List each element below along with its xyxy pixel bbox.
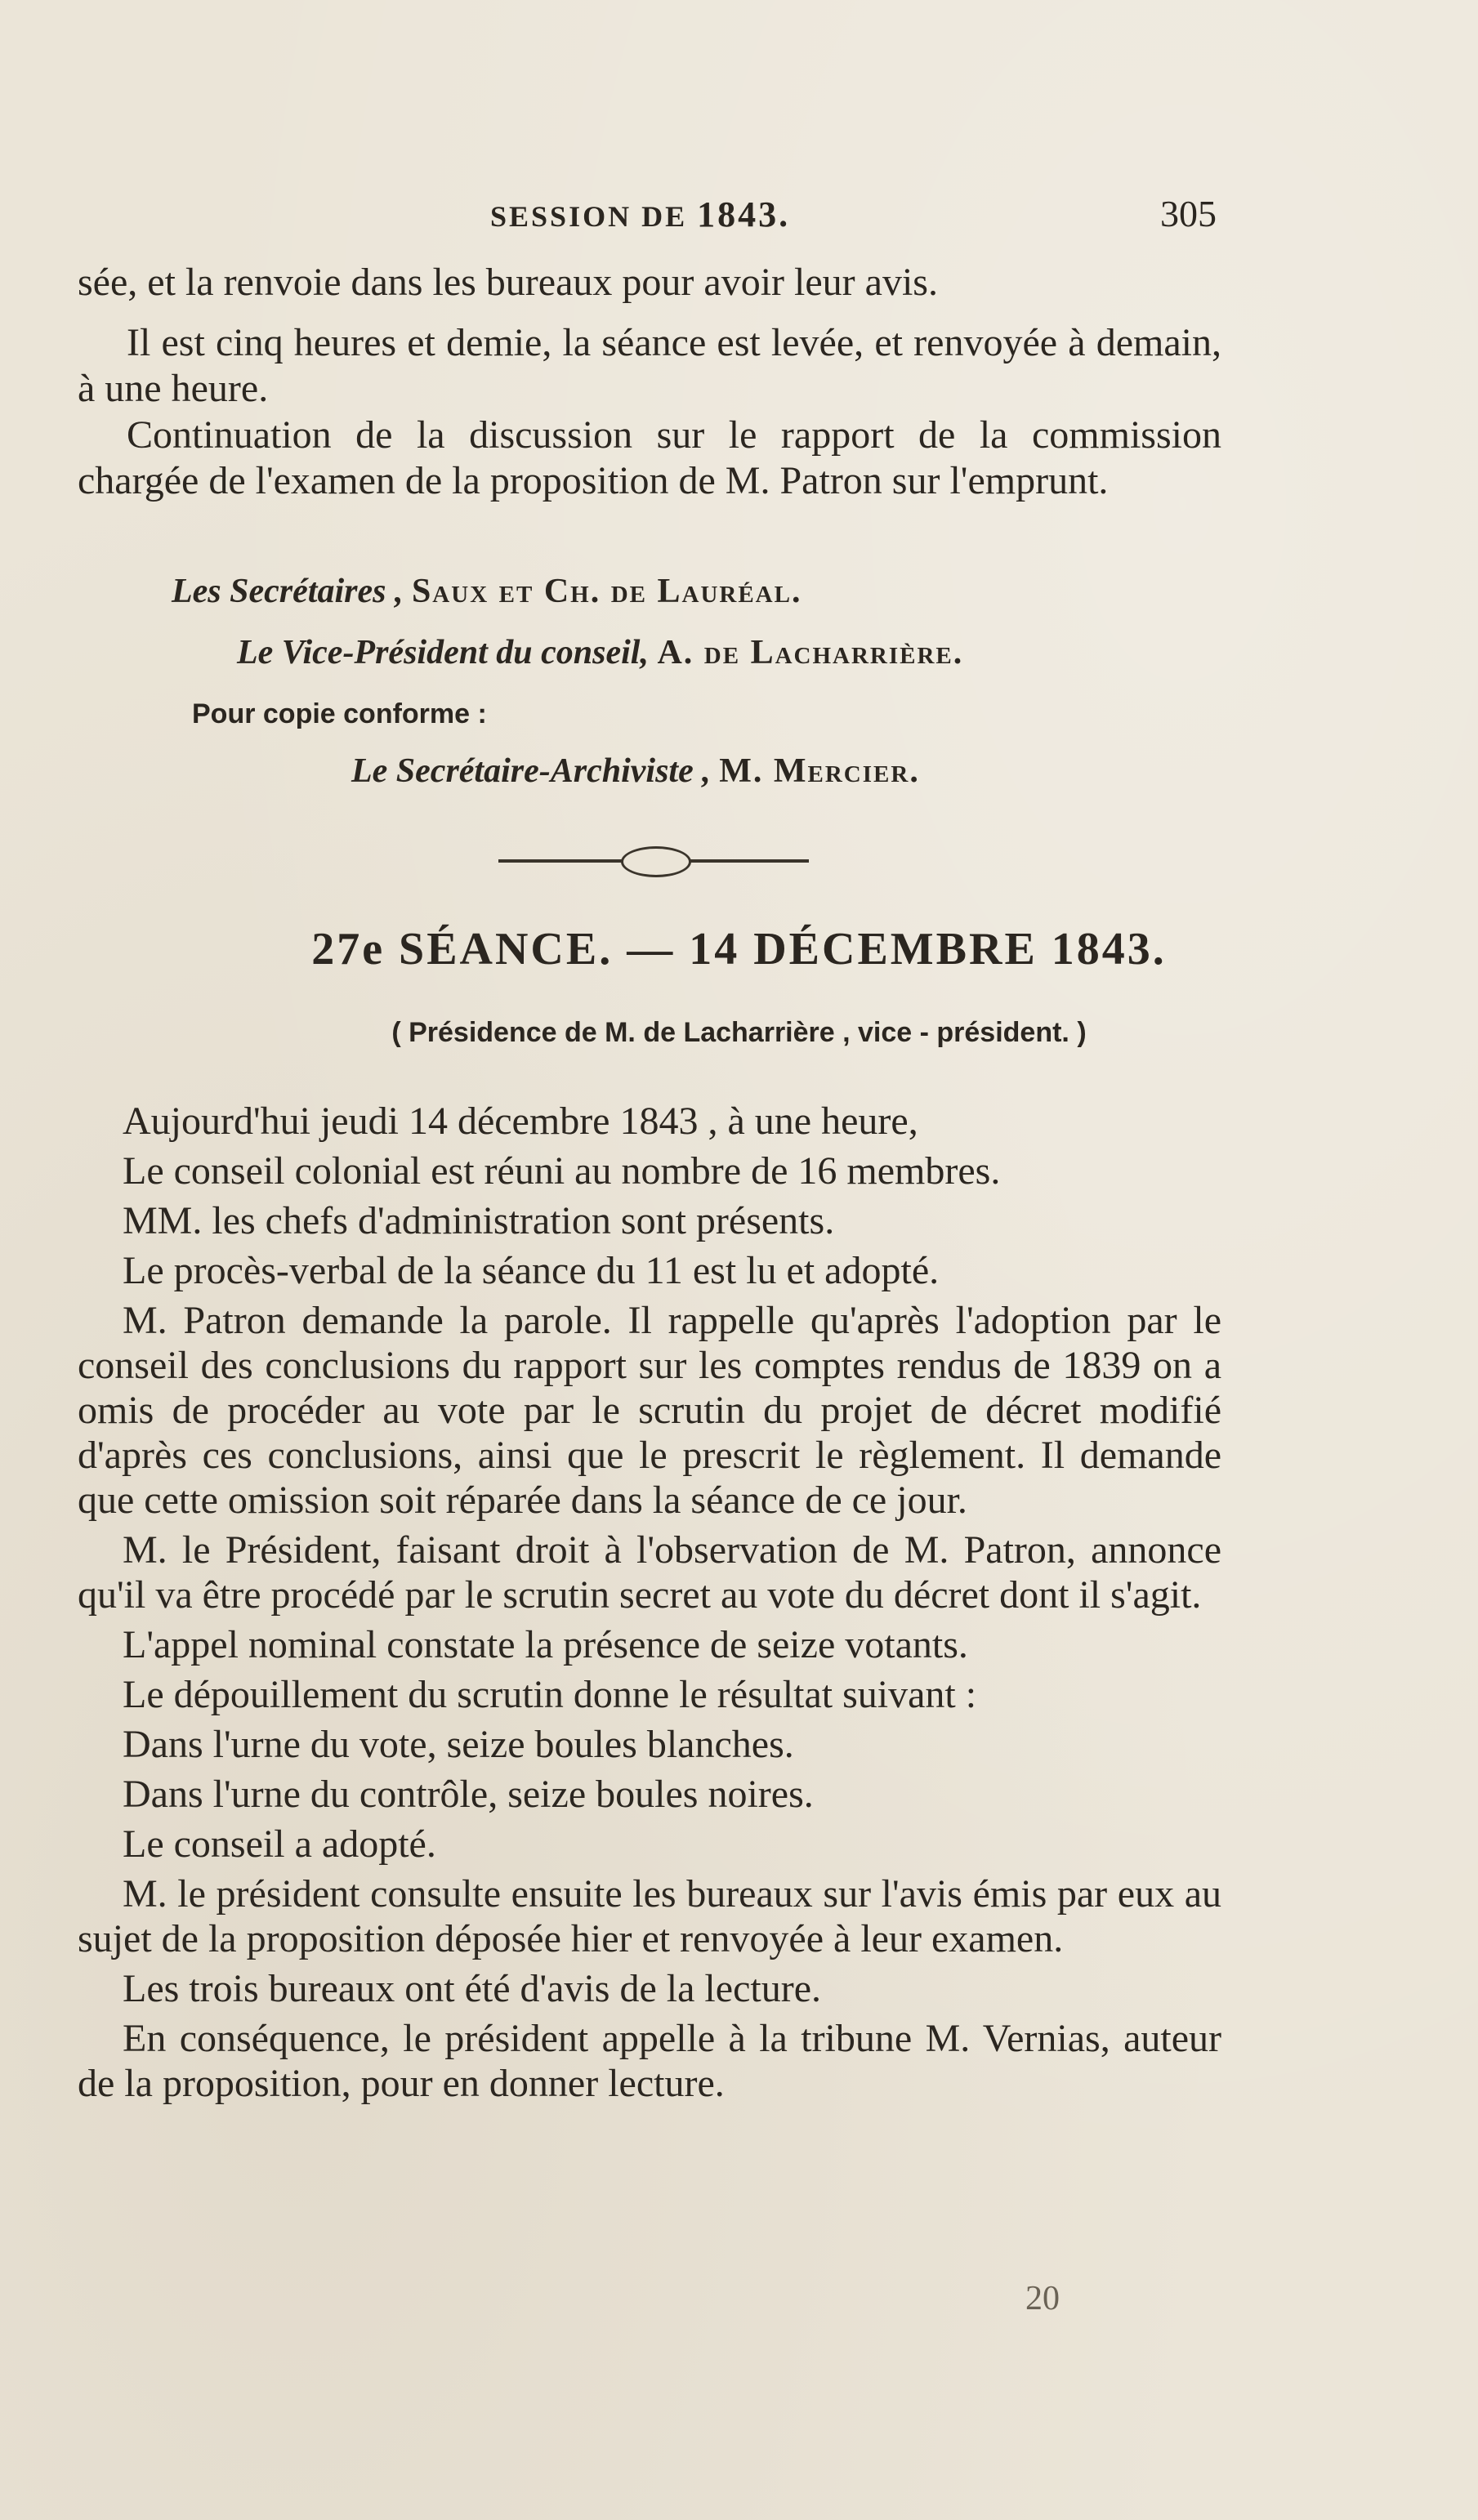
de-word: DE: [641, 200, 688, 233]
body-paragraph: M. le Président, faisant droit à l'observation de M. Patron, annonce qu'il va être procédé par le scrutin secret au vote du décret dont il s'agit.: [78, 1528, 1221, 1617]
adjournment-paragraph: Il est cinq heures et demie, la séance est levée, et renvoyée à demain, à une heure.: [78, 321, 1221, 410]
body-paragraph: Le conseil a adopté.: [123, 1822, 436, 1866]
continuation-paragraph: Continuation de la discussion sur le rapport de la commission chargée de l'examen de la proposition de M. Patron sur l'emprunt.: [78, 413, 1221, 502]
body-paragraph: M. le président consulte ensuite les bureaux sur l'avis émis par eux au sujet de la proposition déposée hier et renvoyée à leur examen.: [78, 1872, 1221, 1960]
body-paragraph: L'appel nominal constate la présence de seize votants.: [123, 1623, 968, 1666]
session-word: SESSION: [490, 200, 632, 233]
vice-president-signature: [237, 633, 963, 672]
body-paragraph: En conséquence, le président appelle à la tribune M. Vernias, auteur de la proposition, pour en donner lecture.: [78, 2017, 1221, 2105]
session-body: [78, 1099, 1221, 2111]
body-paragraph: Le procès-verbal de la séance du 11 est lu et adopté.: [123, 1249, 940, 1292]
header-year: 1843.: [697, 194, 791, 234]
archiviste-signature: [351, 752, 920, 791]
secretaires-title: Les Secrétaires ,: [172, 573, 404, 610]
running-header: [490, 192, 1217, 241]
body-paragraph: MM. les chefs d'administration sont présents.: [123, 1199, 835, 1242]
pour-copie-conforme: Pour copie conforme :: [192, 698, 487, 729]
secretaires-names: Saux et Ch. de Lauréal.: [411, 573, 802, 610]
vice-president-name: A. de Lacharrière.: [657, 634, 964, 671]
archiviste-title: Le Secrétaire-Archiviste ,: [351, 752, 711, 790]
vice-president-title: Le Vice-Président du conseil,: [237, 634, 649, 671]
signature-mark: 20: [1025, 2280, 1060, 2317]
page-number: 305: [1160, 193, 1217, 234]
body-paragraph: M. Patron demande la parole. Il rappelle qu'après l'adoption par le conseil des conclusions du rapport sur les comptes rendus de 1839 on a omis de procéder au vote par le scrutin du projet de décret modifié d'après ces conclusions, ainsi que le prescrit le règlement. Il demande que cette omission soit réparée dans la séance de ce jour.: [78, 1299, 1221, 1522]
continuation-line: sée, et la renvoie dans les bureaux pour avoir leur avis.: [78, 261, 938, 304]
secretaires-signature: [172, 572, 802, 611]
body-paragraph: Les trois bureaux ont été d'avis de la lecture.: [123, 1967, 821, 2010]
session-title: 27e SÉANCE. — 14 DÉCEMBRE 1843.: [311, 924, 1167, 975]
body-paragraph: Le dépouillement du scrutin donne le résultat suivant :: [123, 1673, 977, 1716]
body-paragraph: Dans l'urne du vote, seize boules blanches.: [123, 1723, 794, 1766]
body-paragraph: Dans l'urne du contrôle, seize boules noires.: [123, 1773, 814, 1816]
running-title: [490, 194, 790, 235]
body-paragraph: Le conseil colonial est réuni au nombre de 16 membres.: [123, 1149, 1001, 1193]
body-paragraph: Aujourd'hui jeudi 14 décembre 1843 , à une heure,: [123, 1099, 918, 1143]
presidence-line: ( Présidence de M. de Lacharrière , vice - président. ): [391, 1017, 1087, 1048]
divider-ornament: [621, 846, 691, 877]
archiviste-name: M. Mercier.: [719, 752, 920, 790]
